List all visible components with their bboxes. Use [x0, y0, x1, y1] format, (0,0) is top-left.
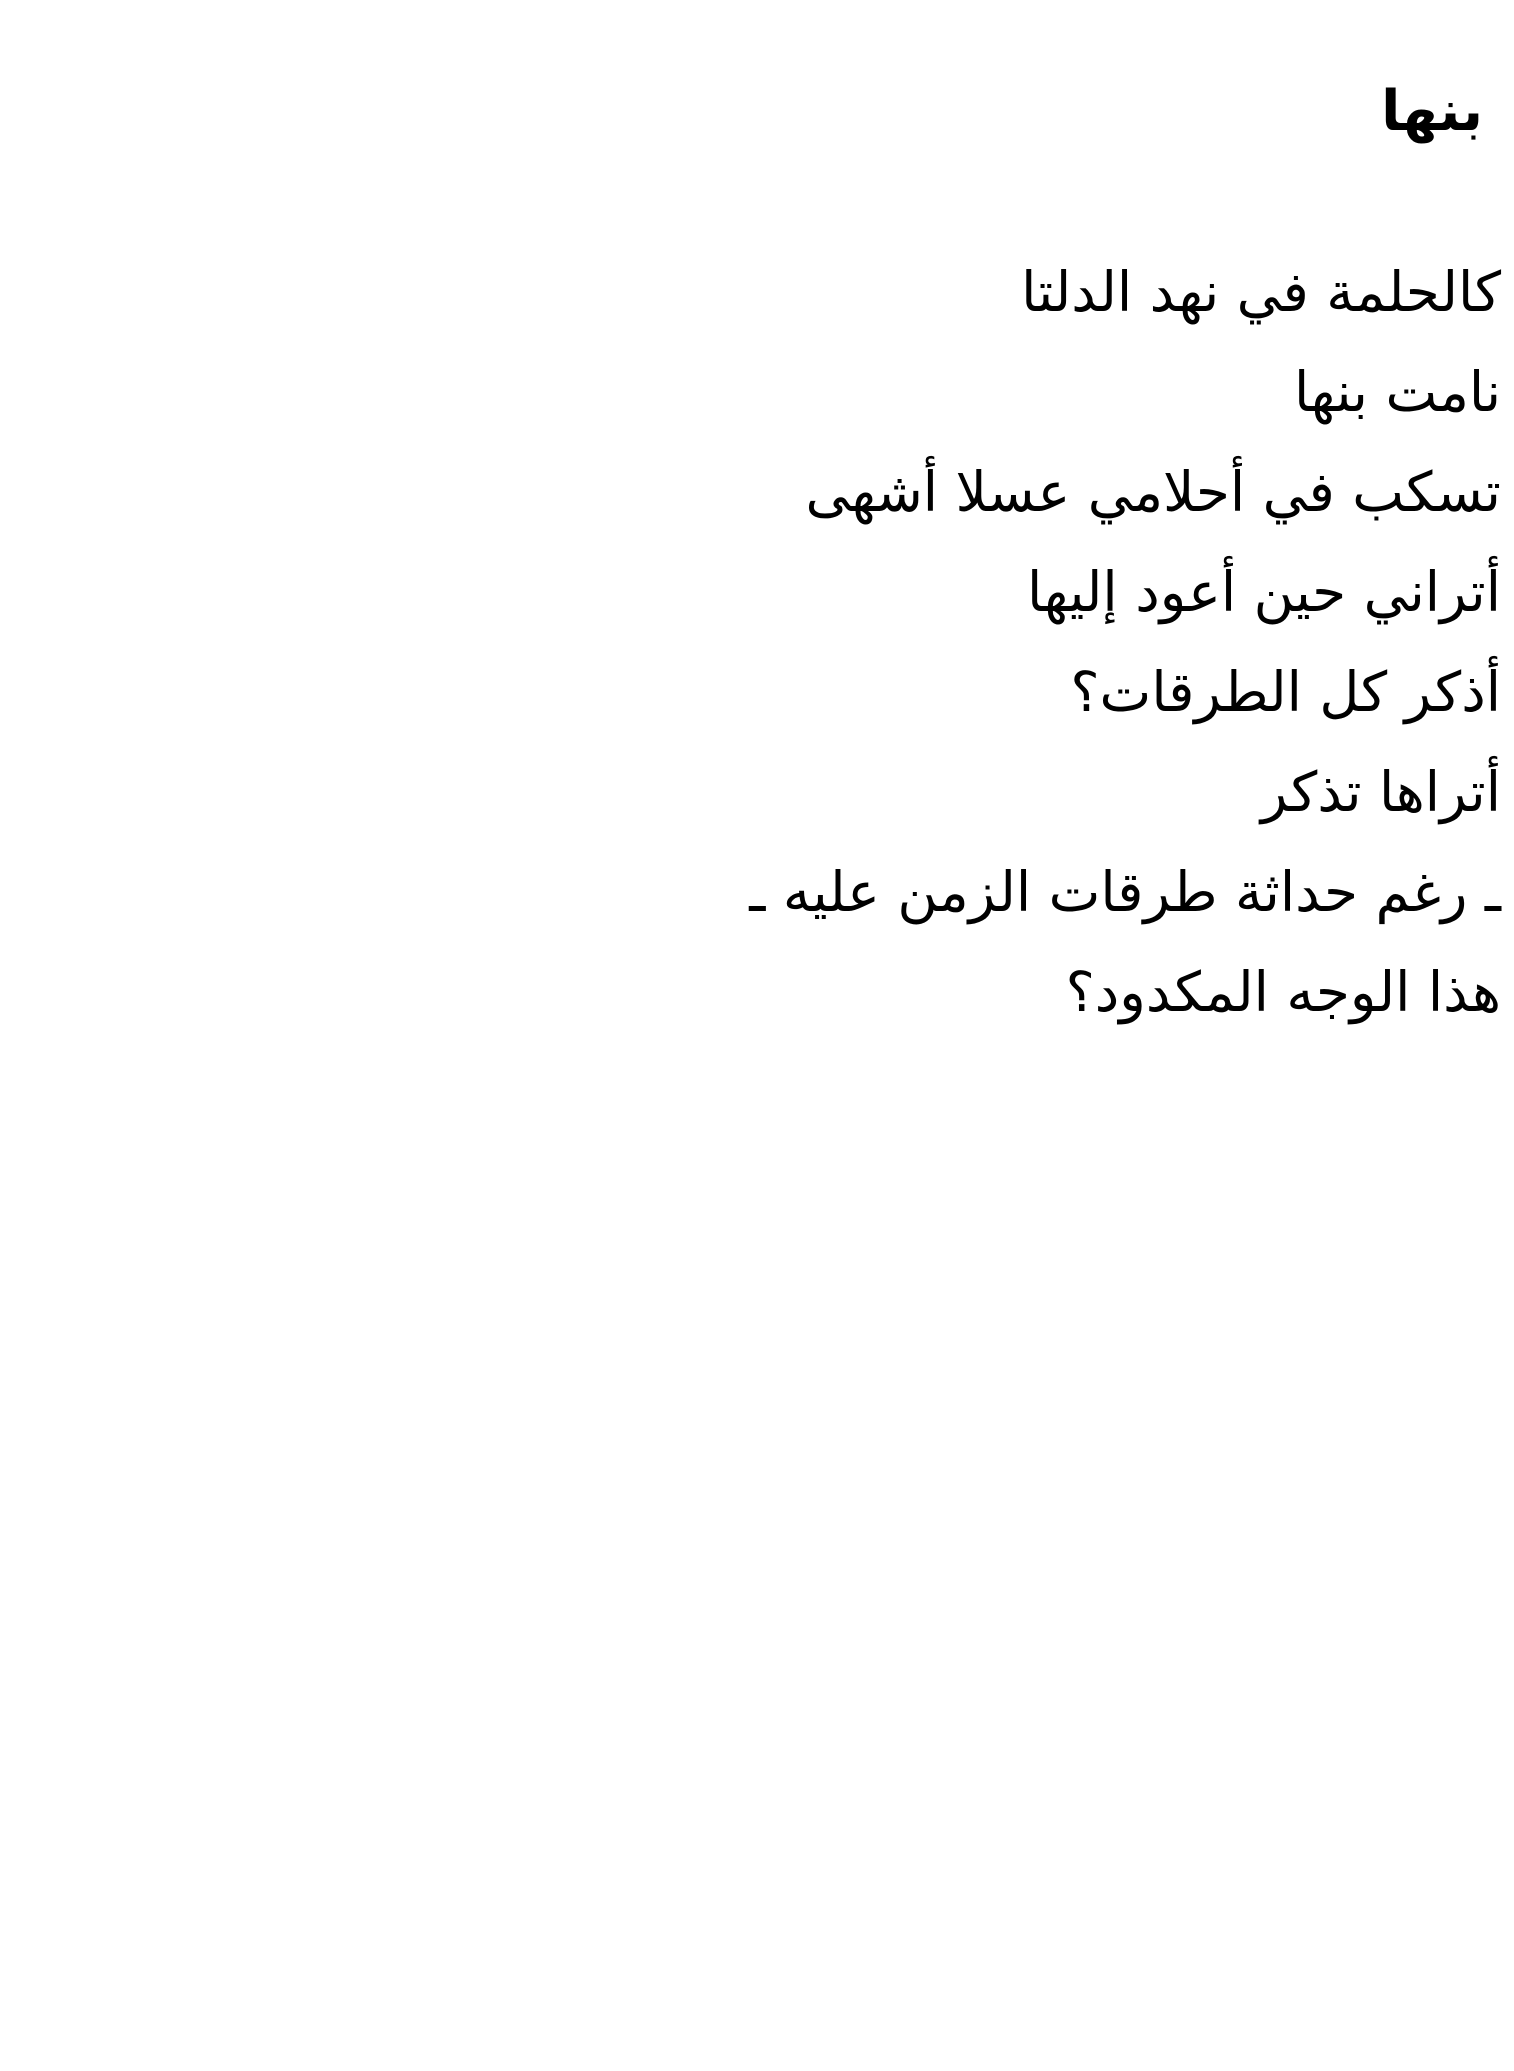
poem-line: تسكب في أحلامي عسلا أشهى — [805, 460, 1501, 524]
poem-line: أتراها تذكر — [1260, 760, 1501, 824]
poem-line: نامت بنها — [1293, 360, 1501, 424]
poem-line: هذا الوجه المكدود؟ — [1065, 960, 1501, 1024]
poem-line: كالحلمة في نهد الدلتا — [1021, 260, 1501, 324]
poem-line: أذكر كل الطرقات؟ — [1070, 660, 1501, 724]
poem-body — [749, 242, 1501, 1042]
poem-title: بنها — [1381, 79, 1483, 144]
poem-line: أتراني حين أعود إليها — [1026, 560, 1501, 624]
poem-line: ـ رغم حداثة طرقات الزمن عليه ـ — [749, 860, 1501, 924]
